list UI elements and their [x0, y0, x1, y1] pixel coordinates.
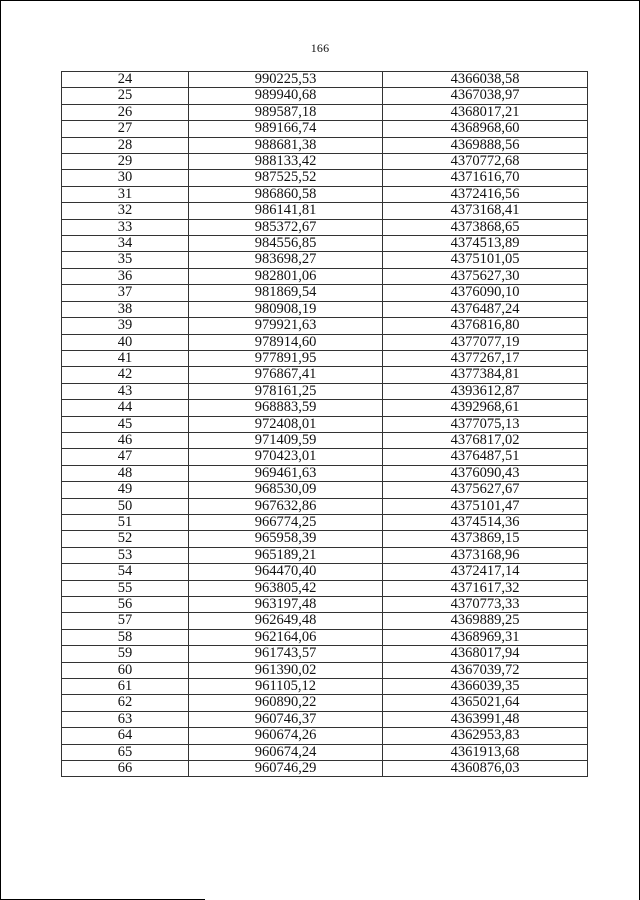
- table-row: [62, 383, 588, 399]
- x-coordinate-cell: 981869,54: [189, 285, 383, 301]
- point-number-cell: 46: [62, 432, 189, 448]
- table-row: [62, 432, 588, 448]
- page-number: 166: [310, 41, 330, 55]
- x-coordinate-cell: 968883,59: [189, 400, 383, 416]
- table-row: [62, 679, 588, 695]
- point-number-cell: 64: [62, 728, 189, 744]
- point-number-cell: 28: [62, 137, 189, 153]
- y-coordinate-cell: 4377077,19: [383, 334, 588, 350]
- point-number-cell: 65: [62, 744, 189, 760]
- y-coordinate-cell: 4393612,87: [383, 383, 588, 399]
- point-number-cell: 50: [62, 498, 189, 514]
- table-row: [62, 416, 588, 432]
- point-number-cell: 38: [62, 301, 189, 317]
- point-number-cell: 58: [62, 629, 189, 645]
- y-coordinate-cell: 4366038,58: [383, 72, 588, 88]
- y-coordinate-cell: 4361913,68: [383, 744, 588, 760]
- x-coordinate-cell: 983698,27: [189, 252, 383, 268]
- point-number-cell: 56: [62, 597, 189, 613]
- table-row: [62, 629, 588, 645]
- x-coordinate-cell: 965958,39: [189, 531, 383, 547]
- point-number-cell: 25: [62, 88, 189, 104]
- y-coordinate-cell: 4367039,72: [383, 662, 588, 678]
- y-coordinate-cell: 4372417,14: [383, 564, 588, 580]
- table-row: [62, 137, 588, 153]
- coordinates-table: [61, 71, 588, 777]
- table-row: [62, 121, 588, 137]
- y-coordinate-cell: 4376487,24: [383, 301, 588, 317]
- table-row: [62, 646, 588, 662]
- table-row: [62, 728, 588, 744]
- x-coordinate-cell: 985372,67: [189, 219, 383, 235]
- x-coordinate-cell: 988133,42: [189, 154, 383, 170]
- x-coordinate-cell: 960746,37: [189, 711, 383, 727]
- y-coordinate-cell: 4369889,25: [383, 613, 588, 629]
- page-border-top: [0, 0, 640, 1]
- table-row: [62, 72, 588, 88]
- table-row: [62, 711, 588, 727]
- table-row: [62, 170, 588, 186]
- y-coordinate-cell: 4368017,21: [383, 104, 588, 120]
- x-coordinate-cell: 960674,24: [189, 744, 383, 760]
- table-row: [62, 104, 588, 120]
- table-row: [62, 154, 588, 170]
- y-coordinate-cell: 4366039,35: [383, 679, 588, 695]
- table-row: [62, 318, 588, 334]
- table-row: [62, 252, 588, 268]
- x-coordinate-cell: 989940,68: [189, 88, 383, 104]
- point-number-cell: 59: [62, 646, 189, 662]
- y-coordinate-cell: 4373168,96: [383, 547, 588, 563]
- x-coordinate-cell: 984556,85: [189, 236, 383, 252]
- table-row: [62, 482, 588, 498]
- point-number-cell: 30: [62, 170, 189, 186]
- x-coordinate-cell: 979921,63: [189, 318, 383, 334]
- x-coordinate-cell: 986141,81: [189, 203, 383, 219]
- x-coordinate-cell: 978161,25: [189, 383, 383, 399]
- y-coordinate-cell: 4373168,41: [383, 203, 588, 219]
- x-coordinate-cell: 971409,59: [189, 432, 383, 448]
- x-coordinate-cell: 969461,63: [189, 465, 383, 481]
- x-coordinate-cell: 961390,02: [189, 662, 383, 678]
- point-number-cell: 66: [62, 761, 189, 777]
- table-row: [62, 285, 588, 301]
- point-number-cell: 36: [62, 268, 189, 284]
- table-row: [62, 744, 588, 760]
- y-coordinate-cell: 4377384,81: [383, 367, 588, 383]
- table-row: [62, 498, 588, 514]
- point-number-cell: 37: [62, 285, 189, 301]
- table-row: [62, 695, 588, 711]
- x-coordinate-cell: 980908,19: [189, 301, 383, 317]
- x-coordinate-cell: 960890,22: [189, 695, 383, 711]
- y-coordinate-cell: 4375101,05: [383, 252, 588, 268]
- point-number-cell: 53: [62, 547, 189, 563]
- x-coordinate-cell: 967632,86: [189, 498, 383, 514]
- y-coordinate-cell: 4368968,60: [383, 121, 588, 137]
- table-row: [62, 268, 588, 284]
- y-coordinate-cell: 4376090,43: [383, 465, 588, 481]
- table-row: [62, 597, 588, 613]
- y-coordinate-cell: 4376817,02: [383, 432, 588, 448]
- table-row: [62, 88, 588, 104]
- y-coordinate-cell: 4392968,61: [383, 400, 588, 416]
- table-row: [62, 580, 588, 596]
- y-coordinate-cell: 4370773,33: [383, 597, 588, 613]
- x-coordinate-cell: 970423,01: [189, 449, 383, 465]
- point-number-cell: 27: [62, 121, 189, 137]
- y-coordinate-cell: 4373869,15: [383, 531, 588, 547]
- y-coordinate-cell: 4360876,03: [383, 761, 588, 777]
- x-coordinate-cell: 978914,60: [189, 334, 383, 350]
- x-coordinate-cell: 989587,18: [189, 104, 383, 120]
- y-coordinate-cell: 4374514,36: [383, 514, 588, 530]
- coordinates-table-body: [62, 72, 588, 777]
- x-coordinate-cell: 989166,74: [189, 121, 383, 137]
- x-coordinate-cell: 961743,57: [189, 646, 383, 662]
- point-number-cell: 29: [62, 154, 189, 170]
- x-coordinate-cell: 972408,01: [189, 416, 383, 432]
- y-coordinate-cell: 4368969,31: [383, 629, 588, 645]
- y-coordinate-cell: 4365021,64: [383, 695, 588, 711]
- point-number-cell: 45: [62, 416, 189, 432]
- table-row: [62, 531, 588, 547]
- x-coordinate-cell: 960674,26: [189, 728, 383, 744]
- y-coordinate-cell: 4377267,17: [383, 350, 588, 366]
- y-coordinate-cell: 4372416,56: [383, 186, 588, 202]
- table-row: [62, 367, 588, 383]
- table-row: [62, 465, 588, 481]
- point-number-cell: 62: [62, 695, 189, 711]
- point-number-cell: 57: [62, 613, 189, 629]
- x-coordinate-cell: 966774,25: [189, 514, 383, 530]
- x-coordinate-cell: 963197,48: [189, 597, 383, 613]
- point-number-cell: 33: [62, 219, 189, 235]
- y-coordinate-cell: 4375627,67: [383, 482, 588, 498]
- point-number-cell: 51: [62, 514, 189, 530]
- point-number-cell: 47: [62, 449, 189, 465]
- point-number-cell: 40: [62, 334, 189, 350]
- point-number-cell: 49: [62, 482, 189, 498]
- x-coordinate-cell: 976867,41: [189, 367, 383, 383]
- point-number-cell: 34: [62, 236, 189, 252]
- y-coordinate-cell: 4374513,89: [383, 236, 588, 252]
- x-coordinate-cell: 988681,38: [189, 137, 383, 153]
- table-row: [62, 662, 588, 678]
- table-row: [62, 400, 588, 416]
- point-number-cell: 44: [62, 400, 189, 416]
- table-row: [62, 761, 588, 777]
- table-row: [62, 547, 588, 563]
- point-number-cell: 35: [62, 252, 189, 268]
- x-coordinate-cell: 965189,21: [189, 547, 383, 563]
- x-coordinate-cell: 968530,09: [189, 482, 383, 498]
- y-coordinate-cell: 4362953,83: [383, 728, 588, 744]
- y-coordinate-cell: 4376487,51: [383, 449, 588, 465]
- y-coordinate-cell: 4368017,94: [383, 646, 588, 662]
- point-number-cell: 32: [62, 203, 189, 219]
- point-number-cell: 39: [62, 318, 189, 334]
- y-coordinate-cell: 4375101,47: [383, 498, 588, 514]
- point-number-cell: 61: [62, 679, 189, 695]
- point-number-cell: 41: [62, 350, 189, 366]
- x-coordinate-cell: 960746,29: [189, 761, 383, 777]
- point-number-cell: 52: [62, 531, 189, 547]
- table-row: [62, 334, 588, 350]
- y-coordinate-cell: 4367038,97: [383, 88, 588, 104]
- x-coordinate-cell: 982801,06: [189, 268, 383, 284]
- point-number-cell: 42: [62, 367, 189, 383]
- point-number-cell: 63: [62, 711, 189, 727]
- table-row: [62, 564, 588, 580]
- table-row: [62, 514, 588, 530]
- table-row: [62, 203, 588, 219]
- table-row: [62, 301, 588, 317]
- x-coordinate-cell: 977891,95: [189, 350, 383, 366]
- y-coordinate-cell: 4377075,13: [383, 416, 588, 432]
- y-coordinate-cell: 4376816,80: [383, 318, 588, 334]
- page-border-left: [0, 0, 1, 900]
- y-coordinate-cell: 4373868,65: [383, 219, 588, 235]
- y-coordinate-cell: 4363991,48: [383, 711, 588, 727]
- point-number-cell: 26: [62, 104, 189, 120]
- point-number-cell: 31: [62, 186, 189, 202]
- x-coordinate-cell: 964470,40: [189, 564, 383, 580]
- table-row: [62, 613, 588, 629]
- y-coordinate-cell: 4369888,56: [383, 137, 588, 153]
- point-number-cell: 55: [62, 580, 189, 596]
- x-coordinate-cell: 963805,42: [189, 580, 383, 596]
- y-coordinate-cell: 4371616,70: [383, 170, 588, 186]
- y-coordinate-cell: 4370772,68: [383, 154, 588, 170]
- point-number-cell: 60: [62, 662, 189, 678]
- table-row: [62, 236, 588, 252]
- point-number-cell: 43: [62, 383, 189, 399]
- point-number-cell: 24: [62, 72, 189, 88]
- table-row: [62, 449, 588, 465]
- table-row: [62, 186, 588, 202]
- y-coordinate-cell: 4375627,30: [383, 268, 588, 284]
- x-coordinate-cell: 962164,06: [189, 629, 383, 645]
- x-coordinate-cell: 990225,53: [189, 72, 383, 88]
- x-coordinate-cell: 987525,52: [189, 170, 383, 186]
- point-number-cell: 54: [62, 564, 189, 580]
- x-coordinate-cell: 986860,58: [189, 186, 383, 202]
- point-number-cell: 48: [62, 465, 189, 481]
- y-coordinate-cell: 4371617,32: [383, 580, 588, 596]
- table-row: [62, 219, 588, 235]
- x-coordinate-cell: 962649,48: [189, 613, 383, 629]
- x-coordinate-cell: 961105,12: [189, 679, 383, 695]
- table-row: [62, 350, 588, 366]
- y-coordinate-cell: 4376090,10: [383, 285, 588, 301]
